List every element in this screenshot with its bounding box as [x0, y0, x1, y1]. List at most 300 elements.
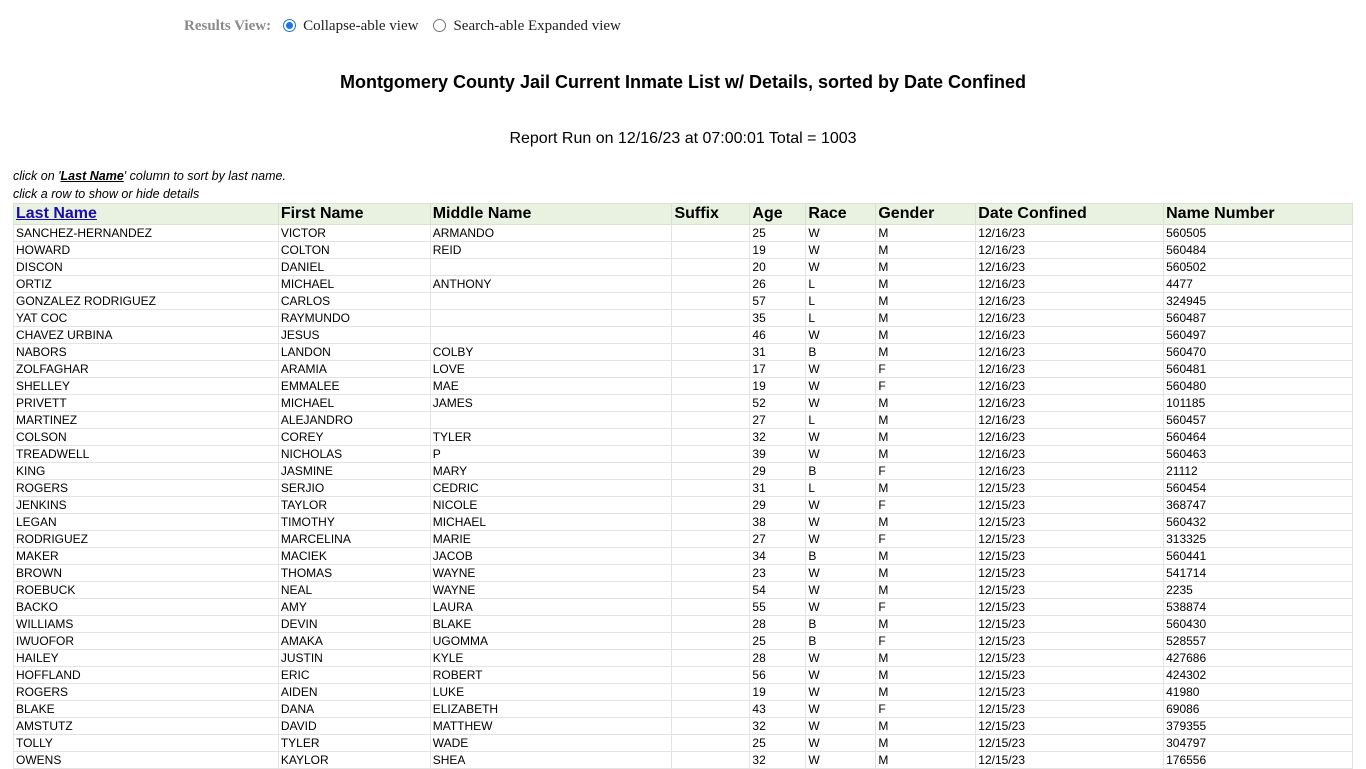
cell-race: L [806, 310, 876, 327]
cell-gender: F [876, 497, 976, 514]
table-row[interactable] [14, 633, 1353, 650]
cell-name-number: 427686 [1164, 650, 1353, 667]
cell-name-number: 560457 [1164, 412, 1353, 429]
cell-first-name: ARAMIA [278, 361, 430, 378]
cell-last-name: WILLIAMS [14, 616, 279, 633]
sort-hint [13, 169, 286, 183]
cell-middle-name: WAYNE [430, 582, 672, 599]
cell-name-number: 560497 [1164, 327, 1353, 344]
table-row[interactable] [14, 718, 1353, 735]
cell-age: 19 [750, 378, 806, 395]
cell-middle-name: ELIZABETH [430, 701, 672, 718]
table-row[interactable] [14, 701, 1353, 718]
cell-middle-name: MATTHEW [430, 718, 672, 735]
cell-gender: F [876, 531, 976, 548]
table-row[interactable] [14, 463, 1353, 480]
cell-age: 28 [750, 650, 806, 667]
cell-last-name: AMSTUTZ [14, 718, 279, 735]
table-row[interactable] [14, 531, 1353, 548]
cell-age: 19 [750, 242, 806, 259]
col-header-first-name: First Name [278, 204, 430, 225]
cell-date-confined: 12/15/23 [976, 565, 1164, 582]
cell-last-name: ZOLFAGHAR [14, 361, 279, 378]
cell-age: 26 [750, 276, 806, 293]
cell-first-name: JUSTIN [278, 650, 430, 667]
cell-date-confined: 12/15/23 [976, 684, 1164, 701]
cell-first-name: CARLOS [278, 293, 430, 310]
cell-suffix [672, 446, 750, 463]
cell-suffix [672, 650, 750, 667]
cell-first-name: DANA [278, 701, 430, 718]
cell-suffix [672, 310, 750, 327]
cell-middle-name: MAE [430, 378, 672, 395]
cell-gender: M [876, 412, 976, 429]
cell-date-confined: 12/16/23 [976, 429, 1164, 446]
cell-middle-name: MARIE [430, 531, 672, 548]
cell-first-name: MACIEK [278, 548, 430, 565]
cell-name-number: 176556 [1164, 752, 1353, 769]
cell-first-name: DEVIN [278, 616, 430, 633]
cell-suffix [672, 616, 750, 633]
cell-age: 32 [750, 752, 806, 769]
cell-suffix [672, 548, 750, 565]
cell-race: W [806, 225, 876, 242]
cell-age: 25 [750, 633, 806, 650]
cell-name-number: 560480 [1164, 378, 1353, 395]
cell-gender: F [876, 701, 976, 718]
cell-suffix [672, 531, 750, 548]
table-header-row [14, 204, 1353, 225]
cell-gender: M [876, 514, 976, 531]
cell-middle-name [430, 310, 672, 327]
cell-suffix [672, 735, 750, 752]
cell-age: 31 [750, 344, 806, 361]
cell-suffix [672, 327, 750, 344]
cell-race: L [806, 412, 876, 429]
cell-gender: F [876, 633, 976, 650]
cell-first-name: COLTON [278, 242, 430, 259]
cell-race: W [806, 565, 876, 582]
cell-last-name: COLSON [14, 429, 279, 446]
cell-first-name: TIMOTHY [278, 514, 430, 531]
table-row[interactable] [14, 310, 1353, 327]
table-row[interactable] [14, 276, 1353, 293]
cell-race: W [806, 531, 876, 548]
cell-middle-name: WADE [430, 735, 672, 752]
cell-gender: M [876, 582, 976, 599]
cell-suffix [672, 344, 750, 361]
cell-name-number: 2235 [1164, 582, 1353, 599]
table-row[interactable] [14, 514, 1353, 531]
cell-age: 34 [750, 548, 806, 565]
cell-age: 39 [750, 446, 806, 463]
cell-last-name: OWENS [14, 752, 279, 769]
table-row[interactable] [14, 327, 1353, 344]
cell-gender: M [876, 684, 976, 701]
cell-suffix [672, 582, 750, 599]
cell-middle-name [430, 327, 672, 344]
cell-first-name: COREY [278, 429, 430, 446]
cell-name-number: 101185 [1164, 395, 1353, 412]
cell-middle-name: BLAKE [430, 616, 672, 633]
cell-last-name: JENKINS [14, 497, 279, 514]
cell-first-name: ERIC [278, 667, 430, 684]
cell-middle-name: LUKE [430, 684, 672, 701]
cell-first-name: JESUS [278, 327, 430, 344]
cell-first-name: AIDEN [278, 684, 430, 701]
cell-suffix [672, 242, 750, 259]
cell-gender: M [876, 735, 976, 752]
cell-name-number: 304797 [1164, 735, 1353, 752]
cell-first-name: TYLER [278, 735, 430, 752]
cell-first-name: MICHAEL [278, 395, 430, 412]
cell-race: W [806, 701, 876, 718]
cell-gender: M [876, 327, 976, 344]
table-row[interactable] [14, 599, 1353, 616]
cell-last-name: TOLLY [14, 735, 279, 752]
cell-middle-name [430, 293, 672, 310]
inmate-table [13, 203, 1353, 769]
cell-age: 20 [750, 259, 806, 276]
cell-gender: M [876, 259, 976, 276]
cell-last-name: MARTINEZ [14, 412, 279, 429]
cell-age: 27 [750, 412, 806, 429]
col-header-name-number: Name Number [1164, 204, 1353, 225]
table-row[interactable] [14, 650, 1353, 667]
table-row[interactable] [14, 548, 1353, 565]
cell-middle-name: ROBERT [430, 667, 672, 684]
col-header-gender: Gender [876, 204, 976, 225]
cell-suffix [672, 497, 750, 514]
cell-last-name: RODRIGUEZ [14, 531, 279, 548]
cell-date-confined: 12/16/23 [976, 378, 1164, 395]
cell-last-name: BACKO [14, 599, 279, 616]
cell-name-number: 528557 [1164, 633, 1353, 650]
cell-name-number: 560454 [1164, 480, 1353, 497]
cell-last-name: HOWARD [14, 242, 279, 259]
cell-race: W [806, 242, 876, 259]
cell-age: 25 [750, 735, 806, 752]
cell-last-name: ORTIZ [14, 276, 279, 293]
cell-first-name: NEAL [278, 582, 430, 599]
cell-age: 54 [750, 582, 806, 599]
cell-name-number: 560505 [1164, 225, 1353, 242]
sort-by-last-name-link[interactable]: Last Name [16, 205, 97, 222]
cell-name-number: 324945 [1164, 293, 1353, 310]
cell-gender: M [876, 565, 976, 582]
cell-gender: M [876, 752, 976, 769]
cell-first-name: NICHOLAS [278, 446, 430, 463]
results-view-selector [184, 16, 636, 36]
cell-middle-name: LAURA [430, 599, 672, 616]
cell-date-confined: 12/15/23 [976, 514, 1164, 531]
cell-name-number: 368747 [1164, 497, 1353, 514]
cell-age: 28 [750, 616, 806, 633]
cell-first-name: EMMALEE [278, 378, 430, 395]
cell-middle-name [430, 412, 672, 429]
cell-middle-name: REID [430, 242, 672, 259]
cell-suffix [672, 565, 750, 582]
cell-race: B [806, 616, 876, 633]
cell-suffix [672, 225, 750, 242]
cell-middle-name: ARMANDO [430, 225, 672, 242]
cell-age: 29 [750, 497, 806, 514]
cell-date-confined: 12/16/23 [976, 361, 1164, 378]
cell-first-name: KAYLOR [278, 752, 430, 769]
cell-last-name: PRIVETT [14, 395, 279, 412]
cell-race: W [806, 378, 876, 395]
col-header-last-name[interactable] [14, 204, 279, 225]
cell-name-number: 560463 [1164, 446, 1353, 463]
table-row[interactable] [14, 395, 1353, 412]
cell-date-confined: 12/15/23 [976, 548, 1164, 565]
cell-age: 56 [750, 667, 806, 684]
cell-date-confined: 12/16/23 [976, 412, 1164, 429]
table-row[interactable] [14, 480, 1353, 497]
cell-suffix [672, 633, 750, 650]
cell-name-number: 41980 [1164, 684, 1353, 701]
cell-last-name: DISCON [14, 259, 279, 276]
cell-age: 25 [750, 225, 806, 242]
cell-age: 27 [750, 531, 806, 548]
results-view-label: Results View: [184, 17, 272, 34]
cell-age: 29 [750, 463, 806, 480]
col-header-date-confined: Date Confined [976, 204, 1164, 225]
cell-middle-name: JACOB [430, 548, 672, 565]
cell-name-number: 424302 [1164, 667, 1353, 684]
cell-suffix [672, 701, 750, 718]
cell-date-confined: 12/15/23 [976, 701, 1164, 718]
cell-race: W [806, 684, 876, 701]
cell-date-confined: 12/15/23 [976, 497, 1164, 514]
cell-middle-name: CEDRIC [430, 480, 672, 497]
cell-middle-name: JAMES [430, 395, 672, 412]
col-header-race: Race [806, 204, 876, 225]
cell-date-confined: 12/15/23 [976, 735, 1164, 752]
expanded-view-radio[interactable] [433, 19, 446, 32]
cell-name-number: 560441 [1164, 548, 1353, 565]
cell-age: 57 [750, 293, 806, 310]
cell-age: 32 [750, 718, 806, 735]
table-row[interactable] [14, 667, 1353, 684]
cell-suffix [672, 378, 750, 395]
cell-age: 31 [750, 480, 806, 497]
cell-first-name: MICHAEL [278, 276, 430, 293]
cell-name-number: 560502 [1164, 259, 1353, 276]
cell-gender: F [876, 378, 976, 395]
cell-gender: M [876, 344, 976, 361]
cell-first-name: THOMAS [278, 565, 430, 582]
cell-last-name: GONZALEZ RODRIGUEZ [14, 293, 279, 310]
cell-middle-name: SHEA [430, 752, 672, 769]
cell-date-confined: 12/15/23 [976, 480, 1164, 497]
cell-race: L [806, 480, 876, 497]
cell-gender: M [876, 718, 976, 735]
cell-last-name: IWUOFOR [14, 633, 279, 650]
cell-gender: F [876, 463, 976, 480]
cell-suffix [672, 599, 750, 616]
cell-first-name: AMY [278, 599, 430, 616]
cell-last-name: KING [14, 463, 279, 480]
table-row[interactable] [14, 497, 1353, 514]
cell-suffix [672, 514, 750, 531]
cell-first-name: JASMINE [278, 463, 430, 480]
cell-first-name: MARCELINA [278, 531, 430, 548]
table-row[interactable] [14, 735, 1353, 752]
cell-date-confined: 12/16/23 [976, 310, 1164, 327]
cell-middle-name: MICHAEL [430, 514, 672, 531]
cell-gender: M [876, 480, 976, 497]
cell-age: 23 [750, 565, 806, 582]
cell-race: W [806, 735, 876, 752]
cell-middle-name: MARY [430, 463, 672, 480]
cell-name-number: 541714 [1164, 565, 1353, 582]
cell-age: 19 [750, 684, 806, 701]
cell-age: 32 [750, 429, 806, 446]
cell-first-name: DAVID [278, 718, 430, 735]
cell-date-confined: 12/16/23 [976, 225, 1164, 242]
cell-gender: M [876, 310, 976, 327]
cell-date-confined: 12/16/23 [976, 395, 1164, 412]
cell-age: 43 [750, 701, 806, 718]
table-row[interactable] [14, 752, 1353, 769]
cell-suffix [672, 752, 750, 769]
cell-name-number: 560481 [1164, 361, 1353, 378]
cell-suffix [672, 276, 750, 293]
cell-race: W [806, 650, 876, 667]
cell-date-confined: 12/16/23 [976, 463, 1164, 480]
table-row[interactable] [14, 616, 1353, 633]
cell-date-confined: 12/15/23 [976, 752, 1164, 769]
col-header-age: Age [750, 204, 806, 225]
col-header-middle-name: Middle Name [430, 204, 672, 225]
cell-middle-name: NICOLE [430, 497, 672, 514]
cell-last-name: BROWN [14, 565, 279, 582]
cell-date-confined: 12/16/23 [976, 242, 1164, 259]
cell-middle-name: WAYNE [430, 565, 672, 582]
cell-first-name: VICTOR [278, 225, 430, 242]
collapse-view-radio[interactable] [283, 19, 296, 32]
cell-age: 17 [750, 361, 806, 378]
cell-last-name: BLAKE [14, 701, 279, 718]
cell-race: B [806, 633, 876, 650]
cell-middle-name: P [430, 446, 672, 463]
cell-race: W [806, 497, 876, 514]
cell-date-confined: 12/16/23 [976, 276, 1164, 293]
cell-middle-name [430, 259, 672, 276]
expanded-view-option-label[interactable]: Search-able Expanded view [453, 17, 621, 34]
cell-race: W [806, 446, 876, 463]
cell-date-confined: 12/16/23 [976, 259, 1164, 276]
cell-last-name: HAILEY [14, 650, 279, 667]
table-row[interactable] [14, 259, 1353, 276]
sort-hint-link-text: Last Name [60, 169, 124, 183]
cell-last-name: TREADWELL [14, 446, 279, 463]
cell-last-name: MAKER [14, 548, 279, 565]
cell-suffix [672, 718, 750, 735]
cell-age: 38 [750, 514, 806, 531]
cell-name-number: 21112 [1164, 463, 1353, 480]
cell-gender: M [876, 446, 976, 463]
table-row[interactable] [14, 361, 1353, 378]
cell-race: B [806, 463, 876, 480]
cell-middle-name: ANTHONY [430, 276, 672, 293]
cell-gender: M [876, 242, 976, 259]
cell-race: W [806, 327, 876, 344]
cell-gender: M [876, 429, 976, 446]
cell-race: W [806, 361, 876, 378]
cell-name-number: 560484 [1164, 242, 1353, 259]
collapse-view-option-label[interactable]: Collapse-able view [303, 17, 419, 34]
cell-first-name: LANDON [278, 344, 430, 361]
table-row[interactable] [14, 344, 1353, 361]
cell-first-name: TAYLOR [278, 497, 430, 514]
cell-middle-name: KYLE [430, 650, 672, 667]
cell-name-number: 538874 [1164, 599, 1353, 616]
table-row[interactable] [14, 582, 1353, 599]
cell-suffix [672, 395, 750, 412]
cell-last-name: CHAVEZ URBINA [14, 327, 279, 344]
cell-race: B [806, 344, 876, 361]
cell-last-name: HOFFLAND [14, 667, 279, 684]
table-row[interactable] [14, 565, 1353, 582]
cell-date-confined: 12/16/23 [976, 327, 1164, 344]
table-row[interactable] [14, 412, 1353, 429]
table-row[interactable] [14, 242, 1353, 259]
cell-name-number: 560430 [1164, 616, 1353, 633]
cell-middle-name: TYLER [430, 429, 672, 446]
cell-name-number: 560487 [1164, 310, 1353, 327]
cell-last-name: ROEBUCK [14, 582, 279, 599]
cell-race: W [806, 599, 876, 616]
cell-age: 52 [750, 395, 806, 412]
cell-date-confined: 12/16/23 [976, 344, 1164, 361]
cell-suffix [672, 412, 750, 429]
cell-date-confined: 12/16/23 [976, 446, 1164, 463]
table-row[interactable] [14, 446, 1353, 463]
cell-date-confined: 12/15/23 [976, 531, 1164, 548]
cell-race: W [806, 514, 876, 531]
cell-gender: M [876, 667, 976, 684]
table-row[interactable] [14, 378, 1353, 395]
cell-first-name: DANIEL [278, 259, 430, 276]
cell-date-confined: 12/15/23 [976, 650, 1164, 667]
cell-last-name: SANCHEZ-HERNANDEZ [14, 225, 279, 242]
cell-first-name: ALEJANDRO [278, 412, 430, 429]
cell-race: L [806, 293, 876, 310]
cell-middle-name: LOVE [430, 361, 672, 378]
cell-last-name: ROGERS [14, 684, 279, 701]
cell-last-name: YAT COC [14, 310, 279, 327]
cell-date-confined: 12/16/23 [976, 293, 1164, 310]
cell-suffix [672, 480, 750, 497]
table-row[interactable] [14, 429, 1353, 446]
cell-date-confined: 12/15/23 [976, 718, 1164, 735]
cell-date-confined: 12/15/23 [976, 633, 1164, 650]
cell-last-name: LEGAN [14, 514, 279, 531]
cell-race: W [806, 395, 876, 412]
table-row[interactable] [14, 293, 1353, 310]
table-row[interactable] [14, 684, 1353, 701]
table-row[interactable] [14, 225, 1353, 242]
cell-gender: M [876, 650, 976, 667]
cell-race: W [806, 429, 876, 446]
cell-suffix [672, 259, 750, 276]
cell-age: 55 [750, 599, 806, 616]
cell-age: 35 [750, 310, 806, 327]
report-run-info: Report Run on 12/16/23 at 07:00:01 Total = 1003 [509, 130, 857, 147]
cell-race: B [806, 548, 876, 565]
